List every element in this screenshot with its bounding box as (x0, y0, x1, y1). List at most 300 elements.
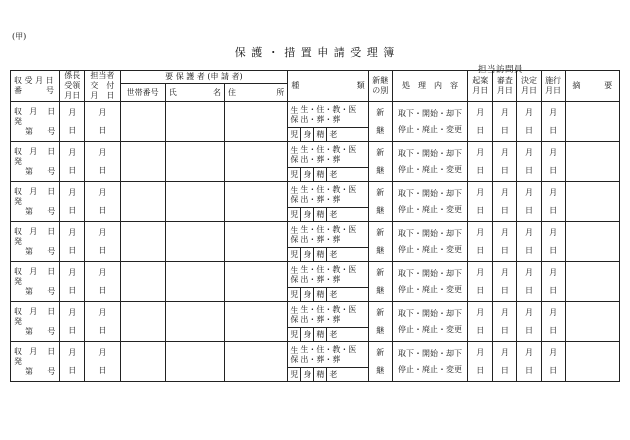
new-cont-cell[interactable] (368, 102, 392, 142)
month-label: 月 (549, 107, 558, 117)
header-chief-line3: 月日 (64, 91, 81, 100)
number-prefix: 第 (25, 206, 33, 216)
register-row (11, 142, 620, 168)
month-label: 月 (500, 147, 509, 157)
address-cell[interactable] (225, 262, 288, 302)
kind-options-line1: 生・住・教・医 (300, 104, 357, 114)
enforce-date-cell[interactable] (541, 262, 565, 302)
kind-child: 児 (288, 288, 301, 301)
kind-mental: 精 (314, 288, 327, 301)
draft-date-cell[interactable] (468, 302, 493, 342)
month-label: 月 (524, 227, 533, 237)
form-code: (甲) (12, 32, 27, 41)
day-label: 日 (476, 245, 485, 255)
day-label: 日 (524, 125, 533, 135)
process-cell[interactable] (392, 262, 467, 302)
kind-options-line1: 生・住・教・医 (300, 344, 357, 354)
number-suffix: 号 (47, 126, 56, 136)
day-label: 日 (98, 125, 107, 135)
kind-options-line2: 出・葬・葬 (300, 114, 341, 124)
process-cell[interactable] (392, 342, 467, 382)
header-decision (517, 71, 541, 102)
header-remarks: 摘 要 (565, 71, 619, 102)
chief-date-cell[interactable] (60, 222, 85, 262)
process-cell[interactable] (392, 142, 467, 182)
header-address-left: 住 (228, 87, 236, 97)
received-day: 日 (47, 146, 56, 156)
draft-date-cell[interactable] (468, 102, 493, 142)
month-label: 月 (476, 347, 485, 357)
dispatch-prefix: 発 (14, 236, 22, 246)
name-cell[interactable] (165, 222, 224, 262)
name-cell[interactable] (165, 142, 224, 182)
day-label: 日 (68, 365, 77, 375)
address-cell[interactable] (225, 102, 288, 142)
new-label: 新 (376, 307, 385, 317)
dispatch-prefix: 発 (14, 316, 22, 326)
day-label: 日 (524, 285, 533, 295)
header-applicant-group: 要 保 護 者 (申 請 者) (120, 71, 288, 84)
kind-sub-cell[interactable] (288, 328, 368, 342)
kind-sub-cell[interactable] (288, 288, 368, 302)
process-options-line1: 取下・開始・却下 (398, 188, 462, 198)
day-label: 日 (98, 285, 107, 295)
kind-child: 児 (288, 168, 301, 181)
cont-label: 継 (376, 245, 385, 255)
decision-date-cell[interactable] (517, 262, 541, 302)
register-row (11, 102, 620, 128)
kind-options-line2: 出・葬・葬 (300, 154, 341, 164)
month-label: 月 (68, 187, 77, 197)
header-chief (60, 71, 85, 102)
name-cell[interactable] (165, 102, 224, 142)
kind-child: 児 (288, 328, 301, 341)
day-label: 日 (476, 125, 485, 135)
remarks-cell[interactable] (565, 182, 619, 222)
kind-seiho: 生保 (290, 145, 299, 164)
review-date-cell[interactable] (493, 142, 517, 182)
cont-label: 継 (376, 165, 385, 175)
cont-label: 継 (376, 125, 385, 135)
received-cell[interactable] (11, 262, 60, 302)
remarks-cell[interactable] (565, 222, 619, 262)
received-day: 日 (47, 306, 56, 316)
review-date-cell[interactable] (493, 342, 517, 382)
received-month: 月 (29, 226, 38, 236)
household-no-cell[interactable] (120, 302, 165, 342)
number-suffix: 号 (47, 206, 56, 216)
month-label: 月 (68, 227, 77, 237)
name-cell[interactable] (165, 262, 224, 302)
number-prefix: 第 (25, 286, 33, 296)
kind-physical: 身 (301, 328, 314, 341)
dispatch-prefix: 発 (14, 356, 22, 366)
kind-cell[interactable] (288, 222, 368, 248)
day-label: 日 (524, 165, 533, 175)
new-cont-cell[interactable] (368, 342, 392, 382)
received-month: 月 (29, 146, 38, 156)
received-day: 日 (47, 346, 56, 356)
day-label: 日 (476, 205, 485, 215)
day-label: 日 (476, 165, 485, 175)
dispatch-prefix: 発 (14, 156, 22, 166)
kind-sub-cell[interactable] (288, 248, 368, 262)
household-no-cell[interactable] (120, 262, 165, 302)
day-label: 日 (500, 285, 509, 295)
enforce-date-cell[interactable] (541, 102, 565, 142)
cont-label: 継 (376, 205, 385, 215)
kind-cell[interactable] (288, 102, 368, 128)
received-cell[interactable] (11, 222, 60, 262)
header-draft-line2: 月日 (472, 86, 489, 95)
day-label: 日 (68, 165, 77, 175)
decision-date-cell[interactable] (517, 102, 541, 142)
header-decision-line2: 月日 (520, 86, 537, 95)
kind-options-line1: 生・住・教・医 (300, 144, 357, 154)
day-label: 日 (549, 125, 558, 135)
new-cont-cell[interactable] (368, 182, 392, 222)
number-suffix: 号 (47, 286, 56, 296)
day-label: 日 (524, 365, 533, 375)
header-new-cont (368, 71, 392, 102)
remarks-cell[interactable] (565, 102, 619, 142)
process-options-line1: 取下・開始・却下 (398, 228, 462, 238)
day-label: 日 (98, 245, 107, 255)
day-label: 日 (98, 325, 107, 335)
draft-date-cell[interactable] (468, 262, 493, 302)
header-review-line1: 審査 (496, 76, 513, 85)
kind-child: 児 (288, 208, 301, 221)
received-prefix: 収 (14, 346, 22, 356)
officer-date-cell[interactable] (85, 182, 120, 222)
new-cont-cell[interactable] (368, 142, 392, 182)
decision-date-cell[interactable] (517, 342, 541, 382)
month-label: 月 (549, 227, 558, 237)
officer-date-cell[interactable] (85, 142, 120, 182)
kind-seiho: 生保 (290, 265, 299, 284)
header-officer-line3: 月 日 (90, 91, 115, 100)
kind-options-line1: 生・住・教・医 (300, 184, 357, 194)
new-label: 新 (376, 187, 385, 197)
received-month: 月 (29, 346, 38, 356)
new-label: 新 (376, 347, 385, 357)
chief-date-cell[interactable] (60, 302, 85, 342)
month-label: 月 (98, 227, 107, 237)
new-label: 新 (376, 267, 385, 277)
month-label: 月 (524, 187, 533, 197)
header-kind-left: 種 (291, 81, 300, 90)
visitor-label: 担当訪問員 (478, 65, 524, 75)
day-label: 日 (524, 205, 533, 215)
kind-cell[interactable] (288, 262, 368, 288)
process-cell[interactable] (392, 302, 467, 342)
household-no-cell[interactable] (120, 342, 165, 382)
month-label: 月 (98, 187, 107, 197)
month-label: 月 (476, 147, 485, 157)
kind-elderly: 老 (329, 330, 338, 339)
number-prefix: 第 (25, 366, 33, 376)
header-chief-line1: 係長 (64, 71, 81, 80)
header-review (493, 71, 517, 102)
month-label: 月 (68, 147, 77, 157)
chief-date-cell[interactable] (60, 182, 85, 222)
kind-elderly: 老 (329, 290, 338, 299)
remarks-cell[interactable] (565, 302, 619, 342)
header-process: 処 理 内 容 (392, 71, 467, 102)
kind-seiho: 生保 (290, 185, 299, 204)
kind-mental: 精 (314, 208, 327, 221)
new-label: 新 (376, 227, 385, 237)
received-month: 月 (29, 266, 38, 276)
day-label: 日 (549, 245, 558, 255)
received-cell[interactable] (11, 182, 60, 222)
kind-options-line2: 出・葬・葬 (300, 314, 341, 324)
review-date-cell[interactable] (493, 262, 517, 302)
new-label: 新 (376, 147, 385, 157)
kind-cell[interactable] (288, 182, 368, 208)
draft-date-cell[interactable] (468, 222, 493, 262)
kind-seiho: 生保 (290, 225, 299, 244)
process-options-line1: 取下・開始・却下 (398, 108, 462, 118)
kind-mental: 精 (314, 128, 327, 141)
day-label: 日 (500, 325, 509, 335)
month-label: 月 (500, 107, 509, 117)
month-label: 月 (500, 227, 509, 237)
month-label: 月 (524, 107, 533, 117)
day-label: 日 (68, 125, 77, 135)
day-label: 日 (476, 285, 485, 295)
register-table (10, 70, 620, 382)
address-cell[interactable] (225, 182, 288, 222)
month-label: 月 (476, 307, 485, 317)
number-suffix: 号 (47, 166, 56, 176)
process-cell[interactable] (392, 222, 467, 262)
decision-date-cell[interactable] (517, 302, 541, 342)
month-label: 月 (524, 307, 533, 317)
kind-child: 児 (288, 128, 301, 141)
header-review-line2: 月日 (496, 86, 513, 95)
day-label: 日 (524, 245, 533, 255)
process-options-line2: 停止・廃止・変更 (398, 364, 462, 374)
kind-cell[interactable] (288, 302, 368, 328)
header-enforce (541, 71, 565, 102)
kind-cell[interactable] (288, 342, 368, 368)
day-label: 日 (98, 165, 107, 175)
kind-options-line1: 生・住・教・医 (300, 224, 357, 234)
month-label: 月 (476, 187, 485, 197)
household-no-cell[interactable] (120, 102, 165, 142)
day-label: 日 (549, 365, 558, 375)
header-new-cont-line2: の別 (372, 86, 389, 95)
month-label: 月 (549, 347, 558, 357)
dispatch-prefix: 発 (14, 116, 22, 126)
enforce-date-cell[interactable] (541, 182, 565, 222)
new-cont-cell[interactable] (368, 302, 392, 342)
remarks-cell[interactable] (565, 142, 619, 182)
review-date-cell[interactable] (493, 302, 517, 342)
header-officer-line1: 担当者 (90, 71, 115, 80)
kind-options-line2: 出・葬・葬 (300, 234, 341, 244)
kind-physical: 身 (301, 128, 314, 141)
chief-date-cell[interactable] (60, 262, 85, 302)
new-cont-cell[interactable] (368, 222, 392, 262)
officer-date-cell[interactable] (85, 302, 120, 342)
draft-date-cell[interactable] (468, 142, 493, 182)
received-month: 月 (29, 106, 38, 116)
new-cont-cell[interactable] (368, 262, 392, 302)
enforce-date-cell[interactable] (541, 142, 565, 182)
process-options-line2: 停止・廃止・変更 (398, 284, 462, 294)
draft-date-cell[interactable] (468, 342, 493, 382)
household-no-cell[interactable] (120, 142, 165, 182)
day-label: 日 (549, 325, 558, 335)
register-row (11, 302, 620, 328)
header-chief-line2: 受領 (64, 81, 81, 90)
kind-child: 児 (288, 248, 301, 261)
document-title: 保 護 ・ 措 置 申 請 受 理 簿 (234, 46, 396, 59)
review-date-cell[interactable] (493, 222, 517, 262)
review-date-cell[interactable] (493, 102, 517, 142)
review-date-cell[interactable] (493, 182, 517, 222)
month-label: 月 (524, 147, 533, 157)
kind-sub-cell[interactable] (288, 128, 368, 142)
decision-date-cell[interactable] (517, 182, 541, 222)
process-cell[interactable] (392, 182, 467, 222)
officer-date-cell[interactable] (85, 102, 120, 142)
received-day: 日 (47, 106, 56, 116)
process-options-line1: 取下・開始・却下 (398, 268, 462, 278)
day-label: 日 (98, 205, 107, 215)
enforce-date-cell[interactable] (541, 222, 565, 262)
month-label: 月 (68, 107, 77, 117)
received-cell[interactable] (11, 302, 60, 342)
kind-physical: 身 (301, 248, 314, 261)
address-cell[interactable] (225, 222, 288, 262)
header-name (165, 84, 224, 102)
kind-options-line1: 生・住・教・医 (300, 304, 357, 314)
process-options-line2: 停止・廃止・変更 (398, 204, 462, 214)
received-day: 日 (47, 266, 56, 276)
month-label: 月 (500, 267, 509, 277)
kind-seiho: 生保 (290, 105, 299, 124)
header-name-left: 氏 (168, 87, 177, 97)
kind-sub-cell[interactable] (288, 168, 368, 182)
month-label: 月 (476, 107, 485, 117)
kind-mental: 精 (314, 248, 327, 261)
decision-date-cell[interactable] (517, 142, 541, 182)
received-prefix: 収 (14, 186, 22, 196)
month-label: 月 (98, 147, 107, 157)
kind-options-line2: 出・葬・葬 (300, 274, 341, 284)
day-label: 日 (476, 325, 485, 335)
received-prefix: 収 (14, 146, 22, 156)
process-options-line2: 停止・廃止・変更 (398, 324, 462, 334)
remarks-cell[interactable] (565, 262, 619, 302)
day-label: 日 (500, 245, 509, 255)
month-label: 月 (68, 347, 77, 357)
kind-sub-cell[interactable] (288, 368, 368, 382)
address-cell[interactable] (225, 302, 288, 342)
process-cell[interactable] (392, 102, 467, 142)
enforce-date-cell[interactable] (541, 302, 565, 342)
chief-date-cell[interactable] (60, 142, 85, 182)
received-cell[interactable] (11, 102, 60, 142)
kind-elderly: 老 (329, 170, 338, 179)
address-cell[interactable] (225, 342, 288, 382)
header-name-right: 名 (213, 87, 221, 97)
number-suffix: 号 (47, 366, 56, 376)
header-draft (468, 71, 493, 102)
enforce-date-cell[interactable] (541, 342, 565, 382)
received-prefix: 収 (14, 226, 22, 236)
dispatch-prefix: 発 (14, 276, 22, 286)
day-label: 日 (68, 205, 77, 215)
number-prefix: 第 (25, 166, 33, 176)
kind-options-line1: 生・住・教・医 (300, 264, 357, 274)
new-label: 新 (376, 107, 385, 117)
kind-physical: 身 (301, 208, 314, 221)
header-officer-line2: 交 付 (90, 81, 115, 90)
household-no-cell[interactable] (120, 222, 165, 262)
month-label: 月 (500, 307, 509, 317)
register-row (11, 182, 620, 208)
name-cell[interactable] (165, 302, 224, 342)
chief-date-cell[interactable] (60, 342, 85, 382)
received-cell[interactable] (11, 142, 60, 182)
month-label: 月 (549, 187, 558, 197)
header-kind (288, 71, 368, 102)
kind-physical: 身 (301, 168, 314, 181)
cont-label: 継 (376, 285, 385, 295)
process-options-line1: 取下・開始・却下 (398, 348, 462, 358)
header-household-no: 世帯番号 (120, 84, 165, 102)
kind-sub-cell[interactable] (288, 208, 368, 222)
decision-date-cell[interactable] (517, 222, 541, 262)
month-label: 月 (549, 147, 558, 157)
header-enforce-line1: 施行 (545, 76, 562, 85)
address-cell[interactable] (225, 142, 288, 182)
officer-date-cell[interactable] (85, 262, 120, 302)
chief-date-cell[interactable] (60, 102, 85, 142)
officer-date-cell[interactable] (85, 342, 120, 382)
household-no-cell[interactable] (120, 182, 165, 222)
cont-label: 継 (376, 365, 385, 375)
kind-cell[interactable] (288, 142, 368, 168)
month-label: 月 (549, 267, 558, 277)
officer-date-cell[interactable] (85, 222, 120, 262)
dispatch-prefix: 発 (14, 196, 22, 206)
process-options-line1: 取下・開始・却下 (398, 148, 462, 158)
process-options-line2: 停止・廃止・変更 (398, 244, 462, 254)
month-label: 月 (500, 187, 509, 197)
name-cell[interactable] (165, 342, 224, 382)
number-suffix: 号 (47, 246, 56, 256)
month-label: 月 (476, 227, 485, 237)
kind-elderly: 老 (329, 130, 338, 139)
remarks-cell[interactable] (565, 342, 619, 382)
received-day: 日 (47, 186, 56, 196)
draft-date-cell[interactable] (468, 182, 493, 222)
kind-physical: 身 (301, 288, 314, 301)
number-suffix: 号 (47, 326, 56, 336)
header-decision-line1: 決定 (520, 76, 537, 85)
day-label: 日 (68, 325, 77, 335)
day-label: 日 (476, 365, 485, 375)
day-label: 日 (549, 205, 558, 215)
header-received-line2: 番 号 (14, 86, 54, 95)
name-cell[interactable] (165, 182, 224, 222)
received-cell[interactable] (11, 342, 60, 382)
